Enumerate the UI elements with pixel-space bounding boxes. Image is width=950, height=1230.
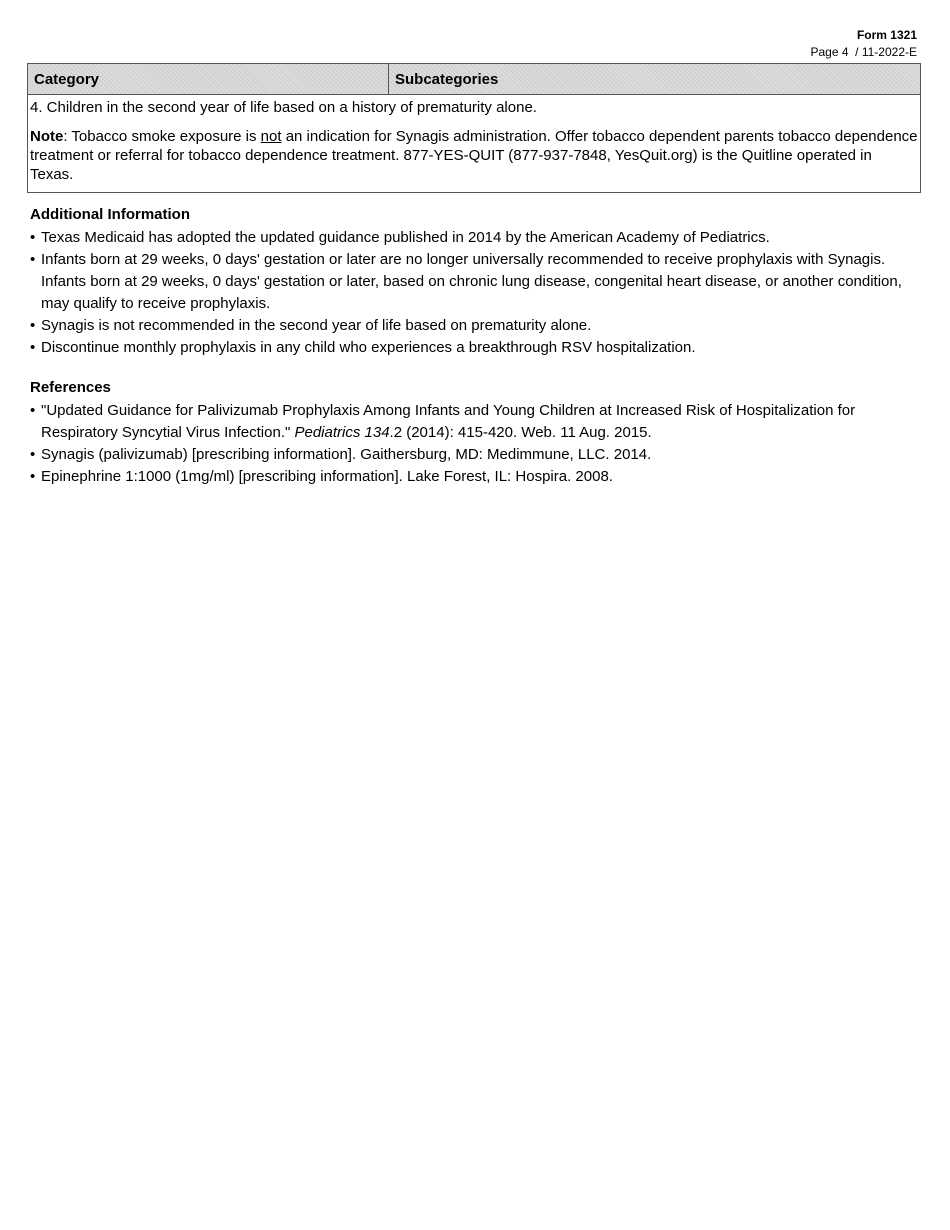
- column-header-category: Category: [28, 64, 389, 95]
- column-header-subcategories: Subcategories: [389, 64, 921, 95]
- note-label: Note: [30, 128, 64, 145]
- reference-1-title: "Updated Guidance for Palivizumab Prophylaxis Among Infants and Young Children at Increased Risk of Hospitalization for Respiratory Syncytial Virus Infection.": [41, 402, 856, 441]
- page-info: Page 4 / 11-2022-E: [810, 45, 917, 59]
- criteria-table: [27, 63, 921, 193]
- reference-item: • Epinephrine 1:1000 (1mg/ml) [prescribing information]. Lake Forest, IL: Hospira. 2008.: [30, 466, 920, 488]
- category-item: 4. Children in the second year of life based on a history of prematurity alone.: [30, 99, 537, 116]
- form-header: [810, 27, 917, 61]
- list-item: • Texas Medicaid has adopted the updated guidance published in 2014 by the American Academy of Pediatrics.: [30, 227, 920, 249]
- references-section: [30, 378, 920, 488]
- list-item: • Synagis is not recommended in the second year of life based on prematurity alone.: [30, 315, 920, 337]
- reference-item: • Synagis (palivizumab) [prescribing information]. Gaithersburg, MD: Medimmune, LLC. 2014.: [30, 444, 920, 466]
- reference-item: [30, 400, 920, 444]
- references-title: References: [30, 379, 111, 396]
- additional-information-title: Additional Information: [30, 206, 190, 223]
- reference-1-journal: Pediatrics 134: [294, 424, 390, 441]
- table-row: [28, 95, 921, 193]
- table-cell: [28, 95, 921, 193]
- reference-1-details: .2 (2014): 415-420. Web. 11 Aug. 2015.: [389, 424, 652, 441]
- additional-information-list: [30, 227, 920, 359]
- list-item: • Infants born at 29 weeks, 0 days' gestation or later are no longer universally recommended to receive prophylaxis with Synagis. Infants born at 29 weeks, 0 days' gestation or later, based on chronic lung disease, congenital heart disease, or another condition, may qualify to receive prophylaxis.: [30, 249, 920, 315]
- table-header-row: [28, 64, 921, 95]
- note-text-after: an indication for Synagis administration. Offer tobacco dependent parents tobacco dependence treatment or referral for tobacco dependence treatment. 877-YES-QUIT (877-937-7848, YesQuit.org) is the Quitline operated in Texas.: [30, 128, 918, 183]
- note-underlined-word: not: [260, 128, 282, 145]
- form-number: Form 1321: [856, 28, 917, 42]
- note-text-before: : Tobacco smoke exposure is: [63, 128, 261, 145]
- references-list: [30, 400, 920, 488]
- list-item: • Discontinue monthly prophylaxis in any child who experiences a breakthrough RSV hospitalization.: [30, 337, 920, 359]
- tobacco-note: [30, 127, 918, 184]
- additional-information-section: [30, 205, 920, 359]
